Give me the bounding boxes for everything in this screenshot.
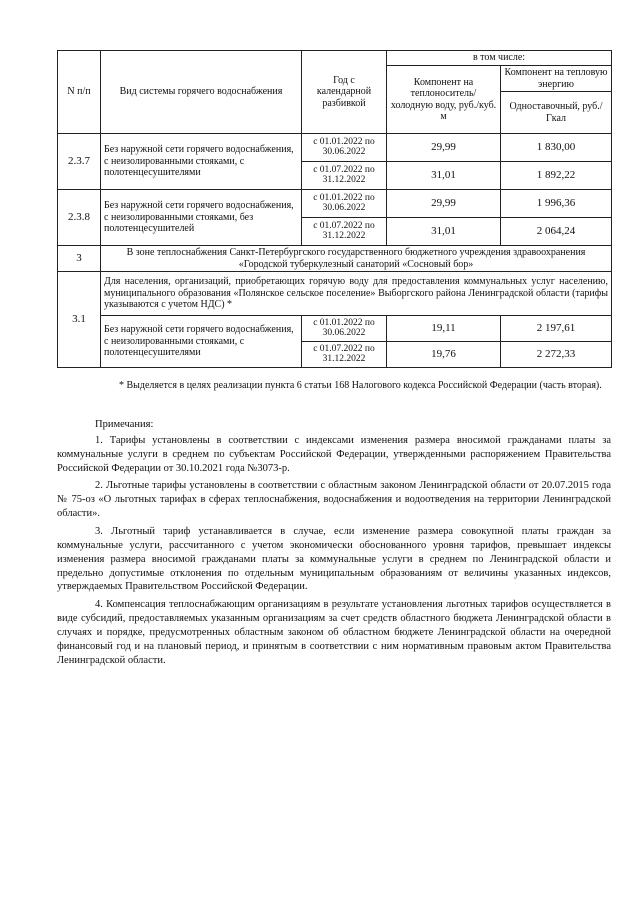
row-carrier: 29,99 xyxy=(387,134,501,162)
row-energy: 1 830,00 xyxy=(501,134,612,162)
row-period: с 01.01.2022 по 30.06.2022 xyxy=(302,134,387,162)
row-energy: 1 892,22 xyxy=(501,162,612,190)
header-row xyxy=(58,51,612,66)
footnote-text: * Выделяется в целях реализации пункта 6 статьи 168 Налогового кодекса Российской Федерации (часть вторая). xyxy=(119,380,602,391)
row-carrier: 31,01 xyxy=(387,218,501,246)
row-carrier: 19,76 xyxy=(387,342,501,368)
row-energy: 2 272,33 xyxy=(501,342,612,368)
row-system: Без наружной сети горячего водоснабжения, с неизолированными стояками, с полотенцесушителями xyxy=(101,134,302,190)
row-energy: 1 996,36 xyxy=(501,190,612,218)
row-energy: 2 064,24 xyxy=(501,218,612,246)
header-year: Год с календарной разбивкой xyxy=(302,51,387,134)
header-single-rate: Одноставочный, руб./Гкал xyxy=(501,92,612,134)
header-num: N п/п xyxy=(58,51,101,134)
row-period: с 01.01.2022 по 30.06.2022 xyxy=(302,190,387,218)
tariff-table xyxy=(57,50,612,368)
row-energy: 2 197,61 xyxy=(501,316,612,342)
table-row xyxy=(58,134,612,162)
notes-section xyxy=(57,418,611,672)
note-item: 2. Льготные тарифы установлены в соответствии с областным законом Ленинградской области от 20.07.2015 года № 75-оз «О льготных тарифах в сферах теплоснабжения, водоснабжения и водоотведения на территории Ленинградской области». xyxy=(57,480,611,520)
table-row xyxy=(58,190,612,218)
row-carrier: 31,01 xyxy=(387,162,501,190)
note-item: 1. Тарифы установлены в соответствии с индексами изменения размера вносимой гражданами платы за коммунальные услуги в среднем по субъектам Российской Федерации, утвержденными распоряжением Правительства Российской Федерации от 30.10.2021 года №3073-р. xyxy=(57,434,611,474)
table-row xyxy=(58,316,612,342)
section-row xyxy=(58,272,612,316)
row-num: 2.3.7 xyxy=(58,134,101,190)
header-component-energy: Компонент на тепловую энергию xyxy=(501,66,612,92)
row-period: с 01.07.2022 по 31.12.2022 xyxy=(302,342,387,368)
section-num: 3.1 xyxy=(58,272,101,368)
row-num: 2.3.8 xyxy=(58,190,101,246)
row-period: с 01.01.2022 по 30.06.2022 xyxy=(302,316,387,342)
header-component-carrier: Компонент на теплоноситель/ холодную воду, руб./куб. м xyxy=(387,66,501,134)
row-carrier: 19,11 xyxy=(387,316,501,342)
zone-num: 3 xyxy=(58,246,101,272)
row-period: с 01.07.2022 по 31.12.2022 xyxy=(302,218,387,246)
note-item: 4. Компенсация теплоснабжающим организациям в результате установления льготных тарифов осуществляется в виде субсидий, предоставляемых указанным организациям за счет средств областного бюджета Ленинградской области в случаях и порядке, предусмотренных областным законом об областном бюджете Ленинградской области на очередной финансовый год и на плановый период, и принятым в соответствии с ним нормативным правовым актом Правительства Ленинградской области. xyxy=(57,599,611,666)
row-carrier: 29,99 xyxy=(387,190,501,218)
zone-title: В зоне теплоснабжения Санкт-Петербургского государственного бюджетного учреждения здравоохранения «Городской туберкулезный санаторий «Сосновый бор» xyxy=(101,246,612,272)
row-system: Без наружной сети горячего водоснабжения, с неизолированными стояками, без полотенцесушителей xyxy=(101,190,302,246)
section-description: Для населения, организаций, приобретающих горячую воду для предоставления коммунальных услуг населению, муниципального образования «Полянское сельское поселение» Выборгского района Ленинградской области (тарифы указываются с учетом НДС) * xyxy=(101,272,612,316)
row-system: Без наружной сети горячего водоснабжения, с неизолированными стояками, с полотенцесушителями xyxy=(101,316,302,368)
footnote xyxy=(57,379,611,392)
header-including: в том числе: xyxy=(387,51,612,66)
zone-row xyxy=(58,246,612,272)
notes-title: Примечания: xyxy=(95,419,154,430)
note-item: 3. Льготный тариф устанавливается в случае, если изменение размера совокупной платы граждан за коммунальные услуги, рассчитанного с учетом экономически обоснованного уровня тарифов, превышает индексы изменения размера вносимой гражданами платы за коммунальные услуги в среднем по Ленинградской области и предельно допустимые отклонения по отдельным муниципальным образованиям от величины указанных индексов, утверждаемых Правительством Российской Федерации. xyxy=(57,526,611,593)
header-system: Вид системы горячего водоснабжения xyxy=(101,51,302,134)
row-period: с 01.07.2022 по 31.12.2022 xyxy=(302,162,387,190)
